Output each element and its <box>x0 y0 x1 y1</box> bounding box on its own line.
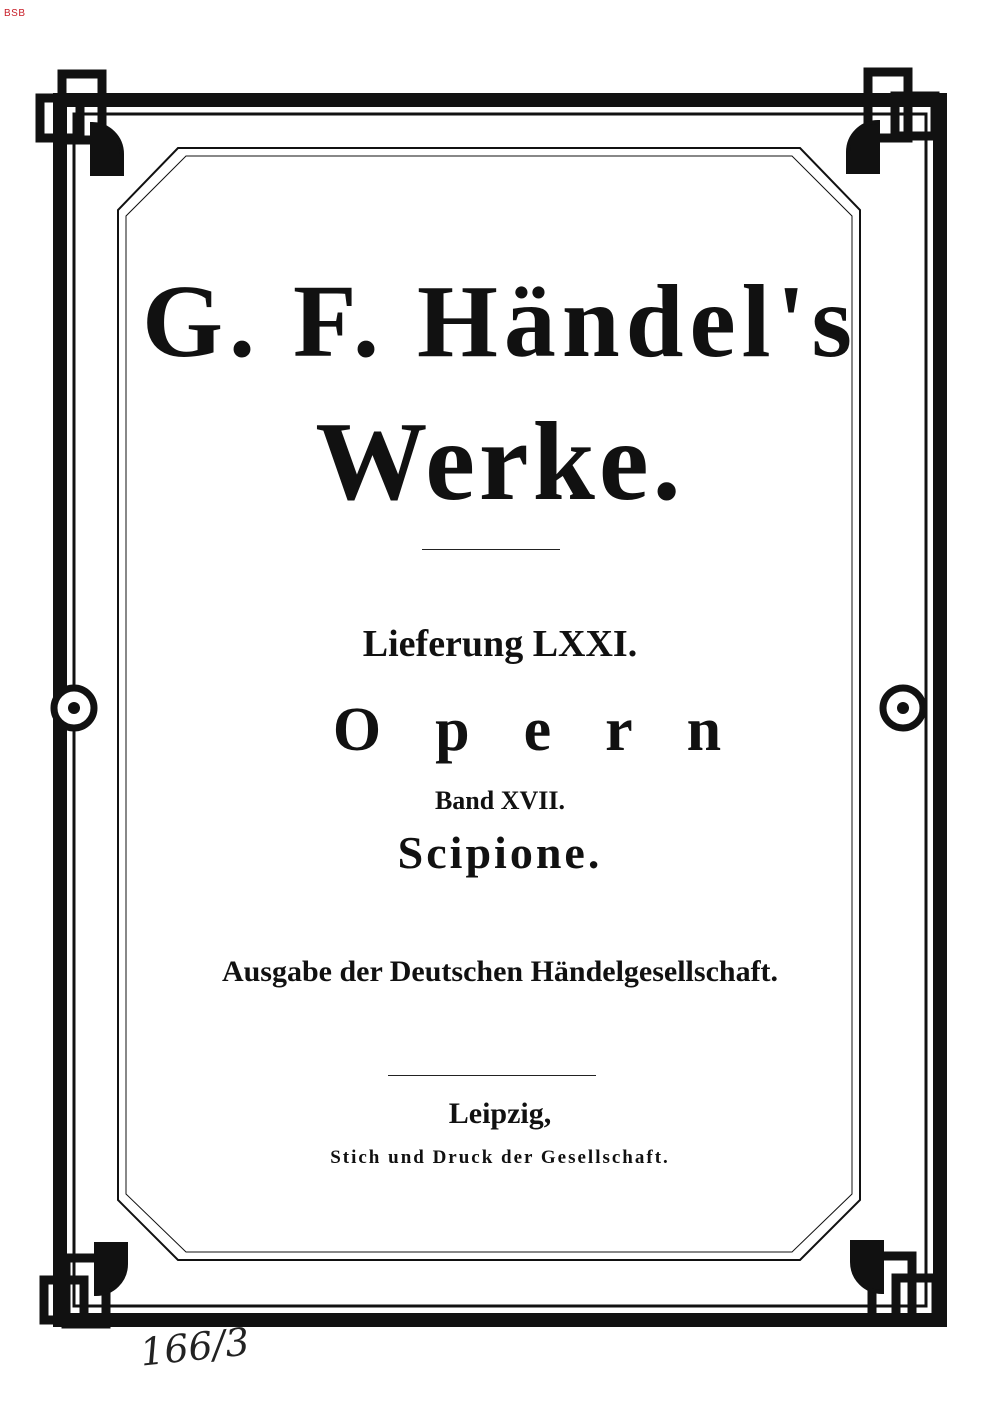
work-title: Scipione. <box>397 827 603 878</box>
category-heading: Opern <box>332 696 776 764</box>
corner-knot-bottom-right <box>852 1242 936 1322</box>
imprint-place: Leipzig, <box>448 1097 552 1130</box>
title-composer: G. F. Händel's <box>142 264 858 379</box>
handwritten-shelfmark: 166/3 <box>138 1319 252 1375</box>
imprint-printer: Stich und Druck der Gesellschaft. <box>330 1147 670 1168</box>
divider-top <box>422 549 560 550</box>
lieferung-number: Lieferung LXXI. <box>362 623 638 665</box>
corner-knot-top-left <box>40 74 122 174</box>
title-works: Werke. <box>315 400 685 524</box>
edition-statement: Ausgabe der Deutschen Händelgesellschaft. <box>221 955 779 988</box>
library-mark: BSB <box>4 8 26 19</box>
corner-knot-top-right <box>848 72 935 172</box>
divider-bottom <box>388 1075 596 1076</box>
volume-number: Band XVII. <box>434 786 566 815</box>
